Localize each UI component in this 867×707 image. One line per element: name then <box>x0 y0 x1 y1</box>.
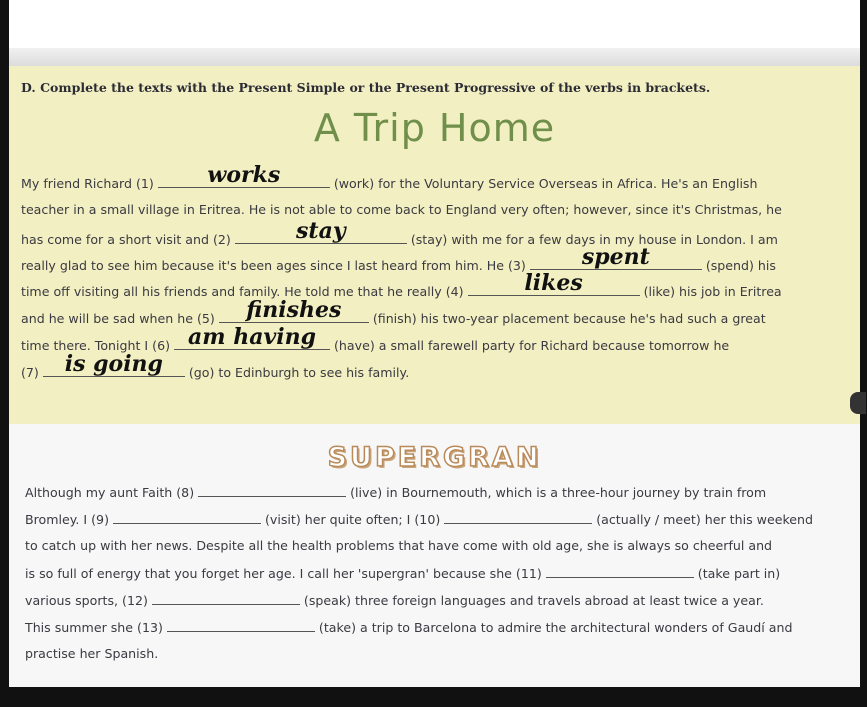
line-text: has come for a short visit and (2) <box>21 232 235 247</box>
answer-blank-3[interactable] <box>530 244 702 270</box>
text-line-5 <box>21 270 782 299</box>
answer-blank-1[interactable] <box>158 162 330 188</box>
answer-blank-5[interactable] <box>219 297 369 323</box>
supergran-line-5 <box>25 592 764 608</box>
line-text: (like) his job in Eritrea <box>639 284 782 299</box>
answer-blank-9[interactable] <box>113 511 261 524</box>
line-text: really glad to see him because it's been ages since I last heard from him. He (3) <box>21 258 530 273</box>
line-text: time there. Tonight I (6) <box>21 338 174 353</box>
answer-blank-10[interactable] <box>444 511 592 524</box>
supergran-line-4 <box>25 565 780 581</box>
frame-right <box>860 0 867 707</box>
line-text: and he will be sad when he (5) <box>21 311 219 326</box>
exercise-instruction: D. Complete the texts with the Present Simple or the Present Progressive of the verbs in brackets. <box>21 80 711 95</box>
line-text: Bromley. I (9) <box>25 512 113 527</box>
line-text: to catch up with her news. Despite all the health problems that have come with old age, she is always so cheerful and <box>25 538 773 553</box>
text-title: A Trip Home <box>313 106 556 150</box>
line-text: (actually / meet) her this weekend <box>592 512 814 527</box>
text-line-3 <box>21 218 778 247</box>
answer-blank-7[interactable] <box>43 351 185 377</box>
exercise-d-section <box>9 66 860 424</box>
handwritten-answer: stay <box>296 218 346 244</box>
handwritten-answer: is going <box>64 351 163 377</box>
supergran-line-7 <box>25 646 158 661</box>
line-text: (go) to Edinburgh to see his family. <box>184 365 410 380</box>
top-margin <box>9 0 860 48</box>
line-text: (take) a trip to Barcelona to admire the architectural wonders of Gaudí and <box>314 620 793 635</box>
line-text: (spend) his <box>701 258 776 273</box>
line-text: Although my aunt Faith (8) <box>25 485 199 500</box>
supergran-line-6 <box>25 619 792 635</box>
line-text: (7) <box>21 365 43 380</box>
line-text: This summer she (13) <box>25 620 167 635</box>
line-text: (stay) with me for a few days in my house in London. I am <box>406 232 778 247</box>
line-text: teacher in a small village in Eritrea. He is not able to come back to England very often; however, since it's Christmas, he <box>21 202 782 217</box>
line-text: (have) a small farewell party for Richard because tomorrow he <box>330 338 730 353</box>
supergran-title: SUPERGRAN <box>327 442 542 473</box>
line-text: is so full of energy that you forget her age. I call her 'supergran' because she (11) <box>25 566 546 581</box>
answer-blank-8[interactable] <box>198 484 346 497</box>
page-tab-marker <box>850 392 866 414</box>
supergran-line-3 <box>25 538 772 553</box>
line-text: (speak) three foreign languages and travels abroad at least twice a year. <box>299 593 764 608</box>
line-text: My friend Richard (1) <box>21 176 158 191</box>
answer-blank-2[interactable] <box>235 218 407 244</box>
line-text: (visit) her quite often; I (10) <box>260 512 445 527</box>
text-line-4 <box>21 244 776 273</box>
answer-blank-11[interactable] <box>546 565 694 578</box>
supergran-line-1 <box>25 484 766 500</box>
supergran-line-2 <box>25 511 813 527</box>
text-line-2 <box>21 202 782 217</box>
line-text: (finish) his two-year placement because he's had such a great <box>368 311 766 326</box>
handwritten-answer: works <box>207 162 281 188</box>
frame-bottom <box>0 687 867 707</box>
answer-blank-6[interactable] <box>174 324 330 350</box>
frame-left <box>0 0 9 707</box>
line-text: (live) in Bournemouth, which is a three-hour journey by train from <box>346 485 767 500</box>
handwritten-answer: spent <box>581 244 650 270</box>
handwritten-answer: likes <box>524 270 583 296</box>
text-line-8 <box>21 351 410 380</box>
supergran-section <box>9 424 860 687</box>
page-edge <box>9 48 860 66</box>
line-text: (work) for the Voluntary Service Overseas in Africa. He's an English <box>329 176 758 191</box>
text-line-6 <box>21 297 766 326</box>
handwritten-answer: finishes <box>246 297 342 323</box>
answer-blank-12[interactable] <box>152 592 300 605</box>
answer-blank-4[interactable] <box>468 270 640 296</box>
handwritten-answer: am having <box>188 324 316 350</box>
line-text: (take part in) <box>693 566 781 581</box>
answer-blank-13[interactable] <box>167 619 315 632</box>
text-line-1 <box>21 162 758 191</box>
line-text: various sports, (12) <box>25 593 152 608</box>
line-text: practise her Spanish. <box>25 646 159 661</box>
line-text: time off visiting all his friends and family. He told me that he really (4) <box>21 284 468 299</box>
